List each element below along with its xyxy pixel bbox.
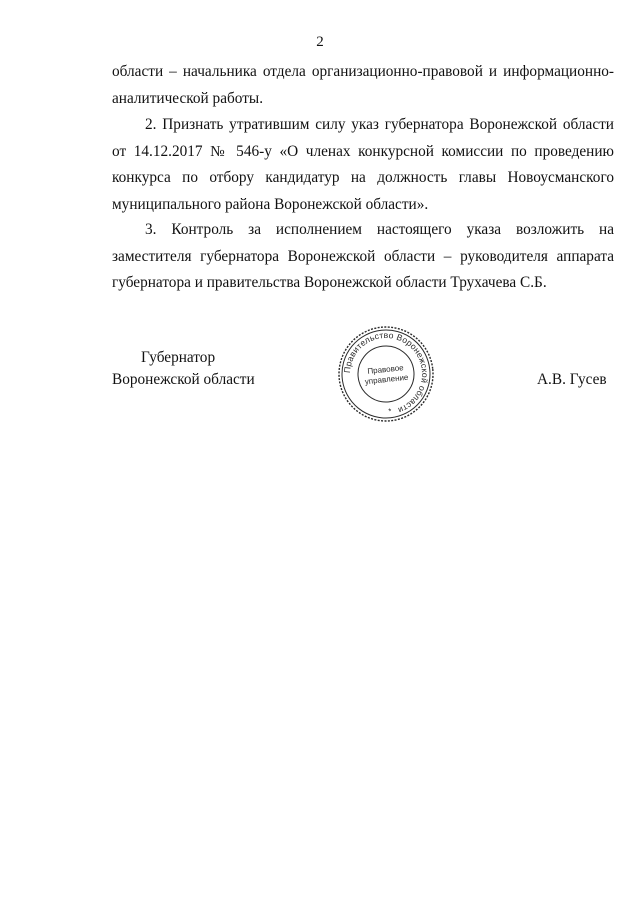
signatory-title-line2: Воронежской области [112,371,255,388]
seal-ring-text: Правительство Воронежской области [341,329,431,416]
page-number: 2 [316,34,324,50]
official-seal [336,324,436,424]
signatory-name: А.В. Гусев [537,371,607,388]
paragraph-item-3: 3. Контроль за исполнением настоящего указа возложить на заместителя губернатора Воронежской области – руководителя аппарата губернатора и правительства Воронежской области Трухачева С.Б. [112,221,614,291]
paragraph-continuation: области – начальника отдела организационно-правовой и информационно-аналитической работы. [112,63,614,107]
paragraph-item-2: 2. Признать утратившим силу указ губернатора Воронежской области от 14.12.2017 № 546-у «О членах конкурсной комиссии по проведению конкурса по отбору кандидатур на должность главы Новоусманского муниципального района Воронежской области». [112,116,614,213]
seal-star: * [387,406,392,416]
seal-center-line1: Правовое [366,363,405,376]
seal-center-line2: управление [364,372,409,387]
seal-graphic [336,324,436,424]
signatory-title-line1: Губернатор [141,349,216,366]
